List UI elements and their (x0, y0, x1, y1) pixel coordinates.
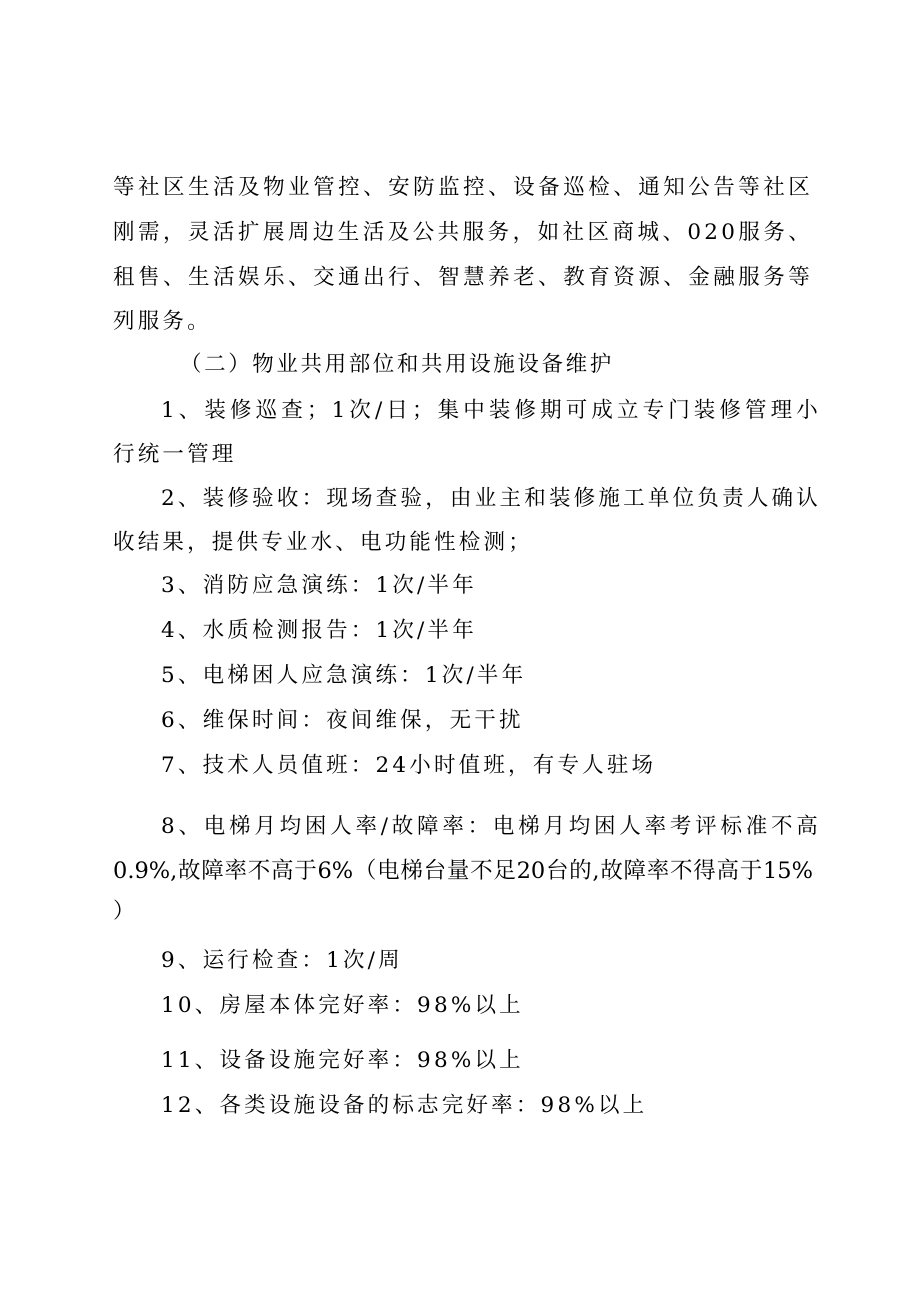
item-1-line-1: 1、装修巡查；1次/日；集中装修期可成立专门装修管理小 (161, 398, 821, 423)
item-11: 11、设备设施完好率：98%以上 (161, 1048, 524, 1073)
item-6: 6、维保时间：夜间维保，无干扰 (161, 708, 524, 733)
item-1-line-2: 行统一管理 (113, 442, 237, 467)
section-heading: （二）物业共用部位和共用设施设备维护 (180, 352, 614, 377)
item-8-line-3: ） (113, 899, 138, 924)
intro-line-4: 列服务。 (113, 309, 212, 334)
item-3: 3、消防应急演练：1次/半年 (161, 573, 477, 598)
item-8-line-1: 8、电梯月均困人率/故障率：电梯月均困人率考评标准不高 (161, 814, 821, 839)
intro-line-2: 刚需，灵活扩展周边生活及公共服务，如社区商城、020服务、 (113, 220, 813, 245)
item-2-line-2: 收结果，提供专业水、电功能性检测； (113, 530, 533, 555)
item-7: 7、技术人员值班：24小时值班，有专人驻场 (161, 753, 657, 778)
item-4: 4、水质检测报告：1次/半年 (161, 618, 477, 643)
item-2-line-1: 2、装修验收：现场查验，由业主和装修施工单位负责人确认 (161, 486, 821, 511)
item-10: 10、房屋本体完好率：98%以上 (161, 993, 524, 1018)
item-9: 9、运行检查：1次/周 (161, 948, 403, 973)
intro-line-3: 租售、生活娱乐、交通出行、智慧养老、教育资源、金融服务等 (113, 265, 813, 290)
item-8-line-2: 0.9%,故障率不高于6%（电梯台量不足20台的,故障率不得高于15% (113, 858, 813, 884)
item-12: 12、各类设施设备的标志完好率：98%以上 (161, 1093, 648, 1118)
item-5: 5、电梯困人应急演练：1次/半年 (161, 663, 527, 688)
intro-line-1: 等社区生活及物业管控、安防监控、设备巡检、通知公告等社区 (113, 175, 813, 200)
